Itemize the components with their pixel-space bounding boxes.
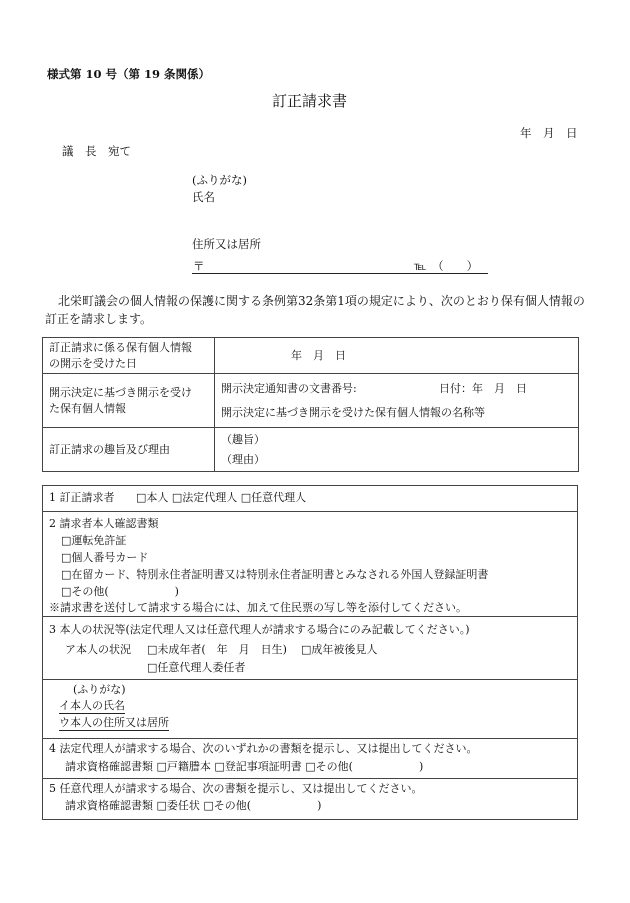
disclosed-info-name-label: 開示決定に基づき開示を受けた保有個人情報の名称等 <box>221 405 485 419</box>
details-box <box>42 485 578 820</box>
requester-options[interactable]: □本人 □法定代理人 □任意代理人 <box>136 491 307 504</box>
section-4-heading: 4 法定代理人が請求する場合、次のいずれかの書類を提示し、又は提出してください。 <box>49 742 478 755</box>
status-option-ward[interactable]: □成年被後見人 <box>301 643 378 656</box>
applicant-furigana-label: (ふりがな) <box>192 173 247 187</box>
purpose-reason-field[interactable] <box>215 428 579 472</box>
label-line: た保有個人情報 <box>49 401 126 415</box>
section-requester <box>43 486 577 512</box>
table-row <box>43 338 579 374</box>
voluntary-agent-docs[interactable]: 請求資格確認書類 □委任状 □その他( ) <box>65 799 322 812</box>
table-row <box>43 374 579 428</box>
document-title: 訂正請求書 <box>272 92 348 110</box>
table-row <box>43 428 579 472</box>
section-voluntary-agent <box>43 778 577 819</box>
notice-doc-number-label: 開示決定通知書の文書番号: <box>221 381 357 395</box>
section-3-heading: 3 本人の状況等(法定代理人又は任意代理人が請求する場合にのみ記載してください。) <box>49 623 470 636</box>
disclosure-date-label <box>43 338 215 374</box>
intro-line-1: 北栄町議会の個人情報の保護に関する条例第32条第1項の規定により、次のとおり保有個人情報の <box>58 294 585 308</box>
request-info-table <box>42 337 579 472</box>
reason-label: （理由） <box>221 452 265 466</box>
section-person-identity <box>43 679 577 739</box>
addressee: 議 長 宛て <box>62 144 131 158</box>
disclosed-info-field[interactable] <box>215 374 579 428</box>
id-doc-option[interactable]: □運転免許証 <box>61 534 127 547</box>
section-2-heading: 2 請求者本人確認書類 <box>49 517 159 530</box>
tel-label[interactable]: ℡ （ ） <box>414 259 479 273</box>
section-person-status <box>43 616 577 680</box>
form-number: 様式第 10 号（第 19 条関係） <box>47 67 211 81</box>
intro-line-2: 訂正を請求します。 <box>45 312 153 326</box>
label-line: の開示を受けた日 <box>49 356 137 370</box>
label-line: 訂正請求に係る保有個人情報 <box>49 340 192 354</box>
disclosure-date-value: 年 月 日 <box>291 348 346 362</box>
status-option-principal[interactable]: □任意代理人委任者 <box>147 661 246 674</box>
status-label: ア本人の状況 <box>65 643 131 656</box>
disclosure-date-field[interactable] <box>215 338 579 374</box>
id-doc-option[interactable]: □在留カード、特別永住者証明書又は特別永住者証明書とみなされる外国人登録証明書 <box>61 568 489 581</box>
notice-date-label: 日付：年 月 日 <box>439 381 527 395</box>
person-furigana-label: (ふりがな) <box>73 683 126 696</box>
id-doc-option[interactable]: □個人番号カード <box>61 551 149 564</box>
person-name-label[interactable]: イ本人の氏名 <box>59 699 125 712</box>
section-1-heading: 1 訂正請求者 <box>49 491 115 504</box>
request-date[interactable]: 年 月 日 <box>520 126 578 140</box>
disclosed-info-label <box>43 374 215 428</box>
purpose-reason-label: 訂正請求の趣旨及び理由 <box>43 428 215 472</box>
person-address-label[interactable]: ウ本人の住所又は居所 <box>59 716 169 729</box>
id-doc-note: ※請求書を送付して請求する場合には、加えて住民票の写し等を添付してください。 <box>49 601 467 614</box>
address-underline <box>192 273 488 274</box>
applicant-address-label: 住所又は居所 <box>192 237 261 251</box>
label-line: 開示決定に基づき開示を受け <box>49 385 192 399</box>
legal-agent-docs[interactable]: 請求資格確認書類 □戸籍謄本 □登記事項証明書 □その他( ) <box>65 760 424 773</box>
purpose-label: （趣旨） <box>221 432 265 446</box>
postal-mark: 〒 <box>193 259 205 273</box>
section-legal-agent <box>43 738 577 779</box>
status-option-minor[interactable]: □未成年者( 年 月 日生) <box>147 643 287 656</box>
section-id-documents <box>43 511 577 617</box>
applicant-name-label: 氏名 <box>192 190 215 204</box>
section-5-heading: 5 任意代理人が請求する場合、次の書類を提示し、又は提出してください。 <box>49 782 423 795</box>
id-doc-option[interactable]: □その他( ) <box>61 585 179 598</box>
